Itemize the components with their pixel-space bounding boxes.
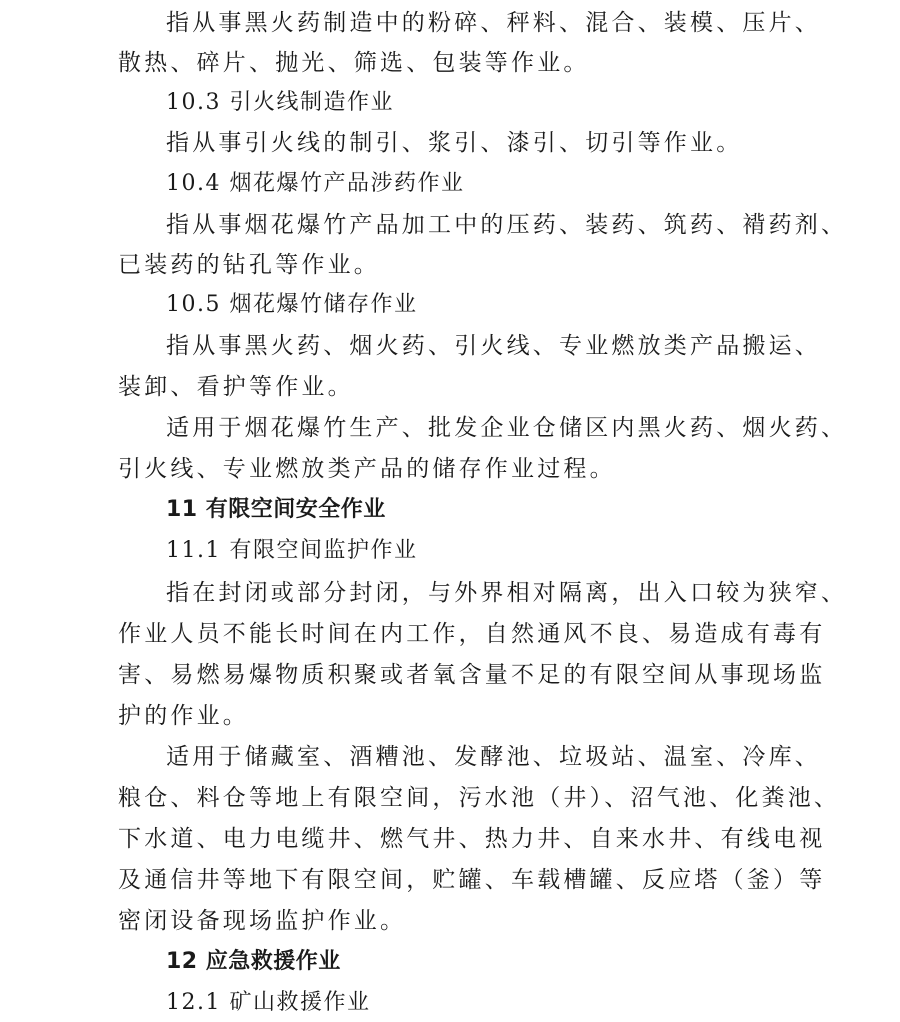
subsection-heading: 10.5 烟花爆竹储存作业: [166, 292, 418, 317]
paragraph-line: 下水道、电力电缆井、燃气井、热力井、自来水井、有线电视: [118, 826, 826, 852]
paragraph-line: 粮仓、料仓等地上有限空间，污水池（井）、沼气池、化粪池、: [118, 785, 841, 811]
paragraph-line: 指从事引火线的制引、浆引、漆引、切引等作业。: [166, 130, 743, 156]
paragraph-line: 指从事黑火药、烟火药、引火线、专业燃放类产品搬运、: [166, 333, 821, 359]
subsection-heading: 12.1 矿山救援作业: [166, 990, 371, 1015]
subsection-heading: 11.1 有限空间监护作业: [166, 538, 418, 563]
paragraph-line: 装卸、看护等作业。: [118, 374, 354, 400]
paragraph-line: 适用于储藏室、酒糟池、发酵池、垃圾站、温室、冷库、: [166, 744, 821, 770]
paragraph-line: 适用于烟花爆竹生产、批发企业仓储区内黑火药、烟火药、: [166, 415, 848, 441]
paragraph-line: 护的作业。: [118, 703, 249, 729]
subsection-heading: 10.3 引火线制造作业: [166, 90, 394, 115]
subsection-heading: 10.4 烟花爆竹产品涉药作业: [166, 171, 465, 196]
paragraph-line: 已装药的钻孔等作业。: [118, 252, 380, 278]
paragraph-line: 密闭设备现场监护作业。: [118, 908, 407, 934]
section-heading: 11 有限空间安全作业: [166, 497, 386, 522]
paragraph-line: 及通信井等地下有限空间，贮罐、车载槽罐、反应塔（釜）等: [118, 867, 826, 893]
paragraph-line: 作业人员不能长时间在内工作，自然通风不良、易造成有毒有: [118, 621, 826, 647]
paragraph-line: 指从事烟花爆竹产品加工中的压药、装药、筑药、褙药剂、: [166, 212, 848, 238]
paragraph-line: 引火线、专业燃放类产品的储存作业过程。: [118, 456, 616, 482]
section-heading: 12 应急救援作业: [166, 949, 341, 974]
paragraph-line: 散热、碎片、抛光、筛选、包装等作业。: [118, 50, 590, 76]
paragraph-line: 指从事黑火药制造中的粉碎、秤料、混合、装模、压片、: [166, 10, 821, 36]
paragraph-line: 指在封闭或部分封闭，与外界相对隔离，出入口较为狭窄、: [166, 580, 848, 606]
paragraph-line: 害、易燃易爆物质积聚或者氧含量不足的有限空间从事现场监: [118, 662, 826, 688]
